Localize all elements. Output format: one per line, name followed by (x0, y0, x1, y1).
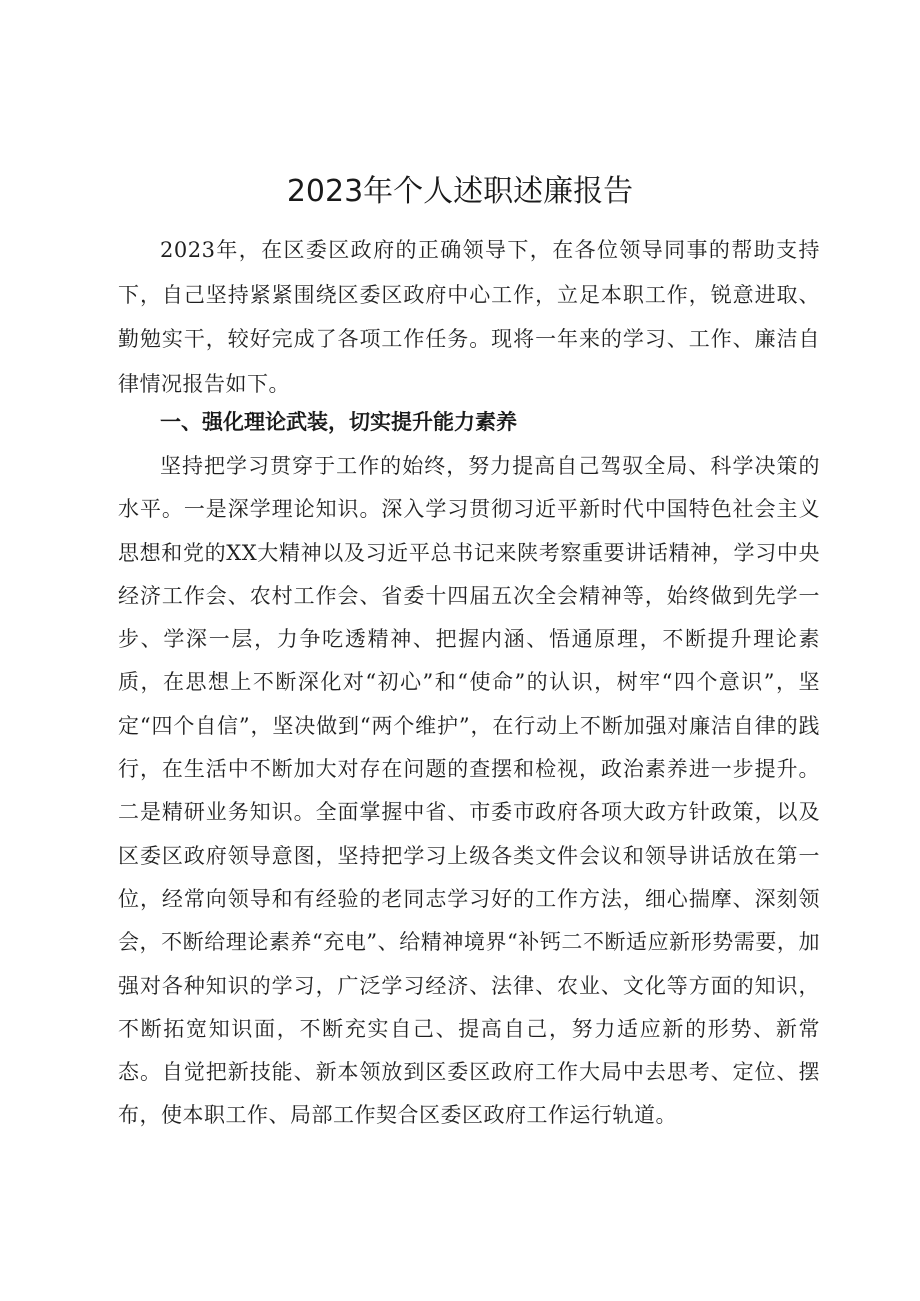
section-heading: 一、强化理论武装，切实提升能力素养 (160, 410, 517, 434)
document-title: 2023年个人述职述廉报告 (286, 174, 634, 209)
section-paragraph: 坚持把学习贯穿于工作的始终，努力提高自己驾驭全局、科学决策的水平。一是深学理论知识。深入学习贯彻习近平新时代中国特色社会主义思想和党的XX大精神以及习近平总书记来陕考察重要讲话精神，学习中央经济工作会、农村工作会、省委十四届五次全会精神等，始终做到先学一步、学深一层，力争吃透精神、把握内涵、悟通原理，不断提升理论素质，在思想上不断深化对“初心”和“使命”的认识，树牢“四个意识”，坚定“四个自信”，坚决做到“两个维护”，在行动上不断加强对廉洁自律的践行，在生活中不断加大对存在问题的查摆和检视，政治素养进一步提升。二是精研业务知识。全面掌握中省、市委市政府各项大政方针政策，以及区委区政府领导意图，坚持把学习上级各类文件会议和领导讲话放在第一位，经常向领导和有经验的老同志学习好的工作方法，细心揣摩、深刻领会，不断给理论素养“充电”、给精神境界“补钙二不断适应新形势需要，加强对各种知识的学习，广泛学习经济、法律、农业、文化等方面的知识，不断拓宽知识面，不断充实自己、提高自己，努力适应新的形势、新常态。自觉把新技能、新本领放到区委区政府工作大局中去思考、定位、摆布，使本职工作、局部工作契合区委区政府工作运行轨道。 (118, 454, 820, 1128)
intro-paragraph: 2023年，在区委区政府的正确领导下，在各位领导同事的帮助支持下，自己坚持紧紧围绕区委区政府中心工作，立足本职工作，锐意进取、勤勉实干，较好完成了各项工作任务。现将一年来的学习、工作、廉洁自律情况报告如下。 (118, 238, 820, 396)
